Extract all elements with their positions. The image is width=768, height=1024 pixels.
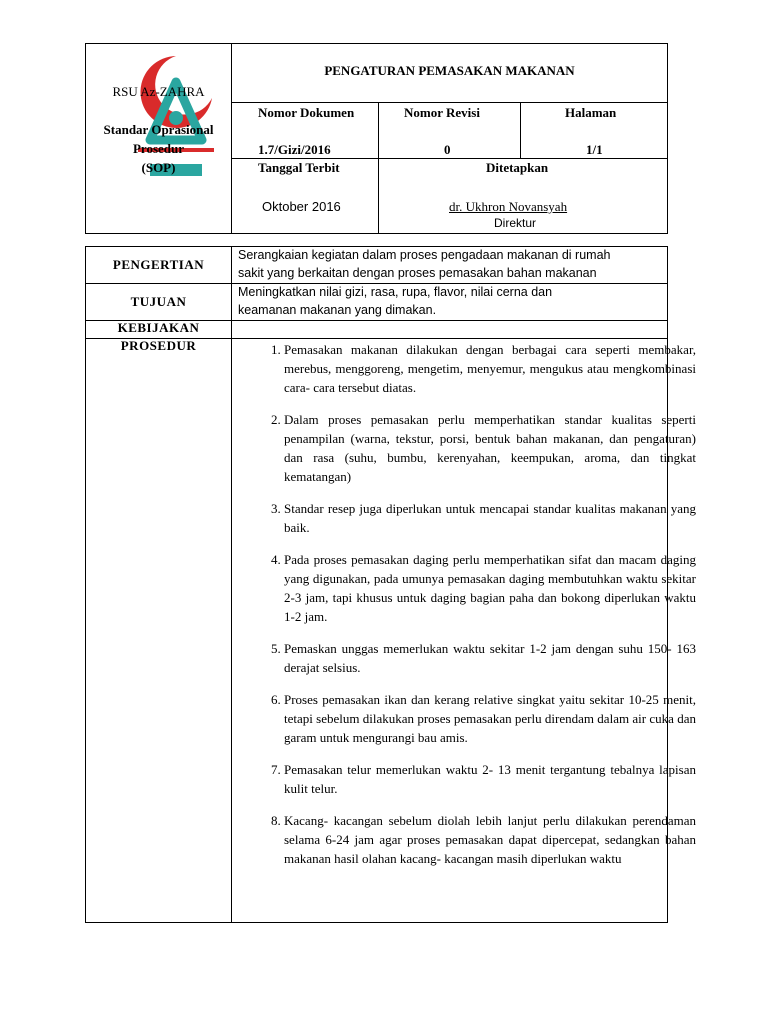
prosedur-item: 7. Pemasakan telur memerlukan waktu 2- 13 menit tergantung tebalnya lapisan kulit telur. [284,760,696,798]
prosedur-item: 2. Dalam proses pemasakan perlu memperhatikan standar kualitas seperti penampilan (warna, tekstur, porsi, bentuk bahan makanan, dan pengaturan) dan rasa (suhu, bumbu, kerenyahan, keempukan, aroma, dan tingkat kematangan) [284,410,696,486]
prosedur-list [248,340,696,920]
ditetapkan-name: dr. Ukhron Novansyah [449,199,568,214]
kebijakan-label: KEBIJAKAN [117,320,200,335]
nomor-dokumen-label: Nomor Dokumen [258,105,355,120]
prosedur-item: 4. Pada proses pemasakan daging perlu memperhatikan sifat dan macam daging yang digunakan, pada umunya pemasakan daging membutuhkan waktu sekitar 2-3 jam, tapi khusus untuk daging bagian paha dan bokong diperlukan waktu 1-2 jam. [284,550,696,626]
document-title: PENGATURAN PEMASAKAN MAKANAN [324,63,575,78]
prosedur-item: 5. Pemaskan unggas memerlukan waktu sekitar 1-2 jam dengan suhu 150- 163 derajat selsius. [284,639,696,677]
tujuan-label: TUJUAN [130,294,187,309]
pengertian-text-line1: Serangkaian kegiatan dalam proses pengadaan makanan di rumah [238,248,611,262]
hospital-name: RSU Az-ZAHRA [112,84,205,99]
prosedur-item: 3. Standar resep juga diperlukan untuk mencapai standar kualitas makanan yang baik. [284,499,696,537]
prosedur-label: PROSEDUR [120,338,197,353]
tanggal-terbit-value: Oktober 2016 [262,199,341,214]
halaman-label: Halaman [565,105,617,120]
prosedur-item: 1. Pemasakan makanan dilakukan dengan berbagai cara seperti membakar, merebus, menggoreng, mengetim, menyemur, mengukus atau mengkombinasi cara- cara tersebut diatas. [284,340,696,397]
sop-type-line2: Prosedur [132,141,185,156]
halaman-value: 1/1 [586,142,603,157]
ditetapkan-label: Ditetapkan [486,160,549,175]
prosedur-item: 8. Kacang- kacangan sebelum diolah lebih lanjut perlu dilakukan perendaman selama 6-24 jam agar proses pemasakan dapat dipercepat, sedangkan bahan makanan hasil olahan kacang- kacangan masih diperlukan waktu [284,811,696,868]
nomor-dokumen-value: 1.7/Gizi/2016 [258,142,331,157]
pengertian-text-line2: sakit yang berkaitan dengan proses pemasakan bahan makanan [238,266,597,280]
nomor-revisi-label: Nomor Revisi [404,105,480,120]
sop-type-line3: (SOP) [141,160,176,175]
prosedur-item: 6. Proses pemasakan ikan dan kerang relative singkat yaitu sekitar 10-25 menit, tetapi sebelum dilakukan proses pemasakan perlu direndam dalam air cuka dan garam untuk mengurangi bau amis. [284,690,696,747]
pengertian-label: PENGERTIAN [112,257,205,272]
tujuan-text-line1: Meningkatkan nilai gizi, rasa, rupa, flavor, nilai cerna dan [238,285,553,299]
tujuan-text-line2: keamanan makanan yang dimakan. [238,303,437,317]
ditetapkan-role: Direktur [494,216,537,230]
sop-type-line1: Standar Oprasional [103,122,214,137]
nomor-revisi-value: 0 [444,142,451,157]
tanggal-terbit-label: Tanggal Terbit [258,160,340,175]
